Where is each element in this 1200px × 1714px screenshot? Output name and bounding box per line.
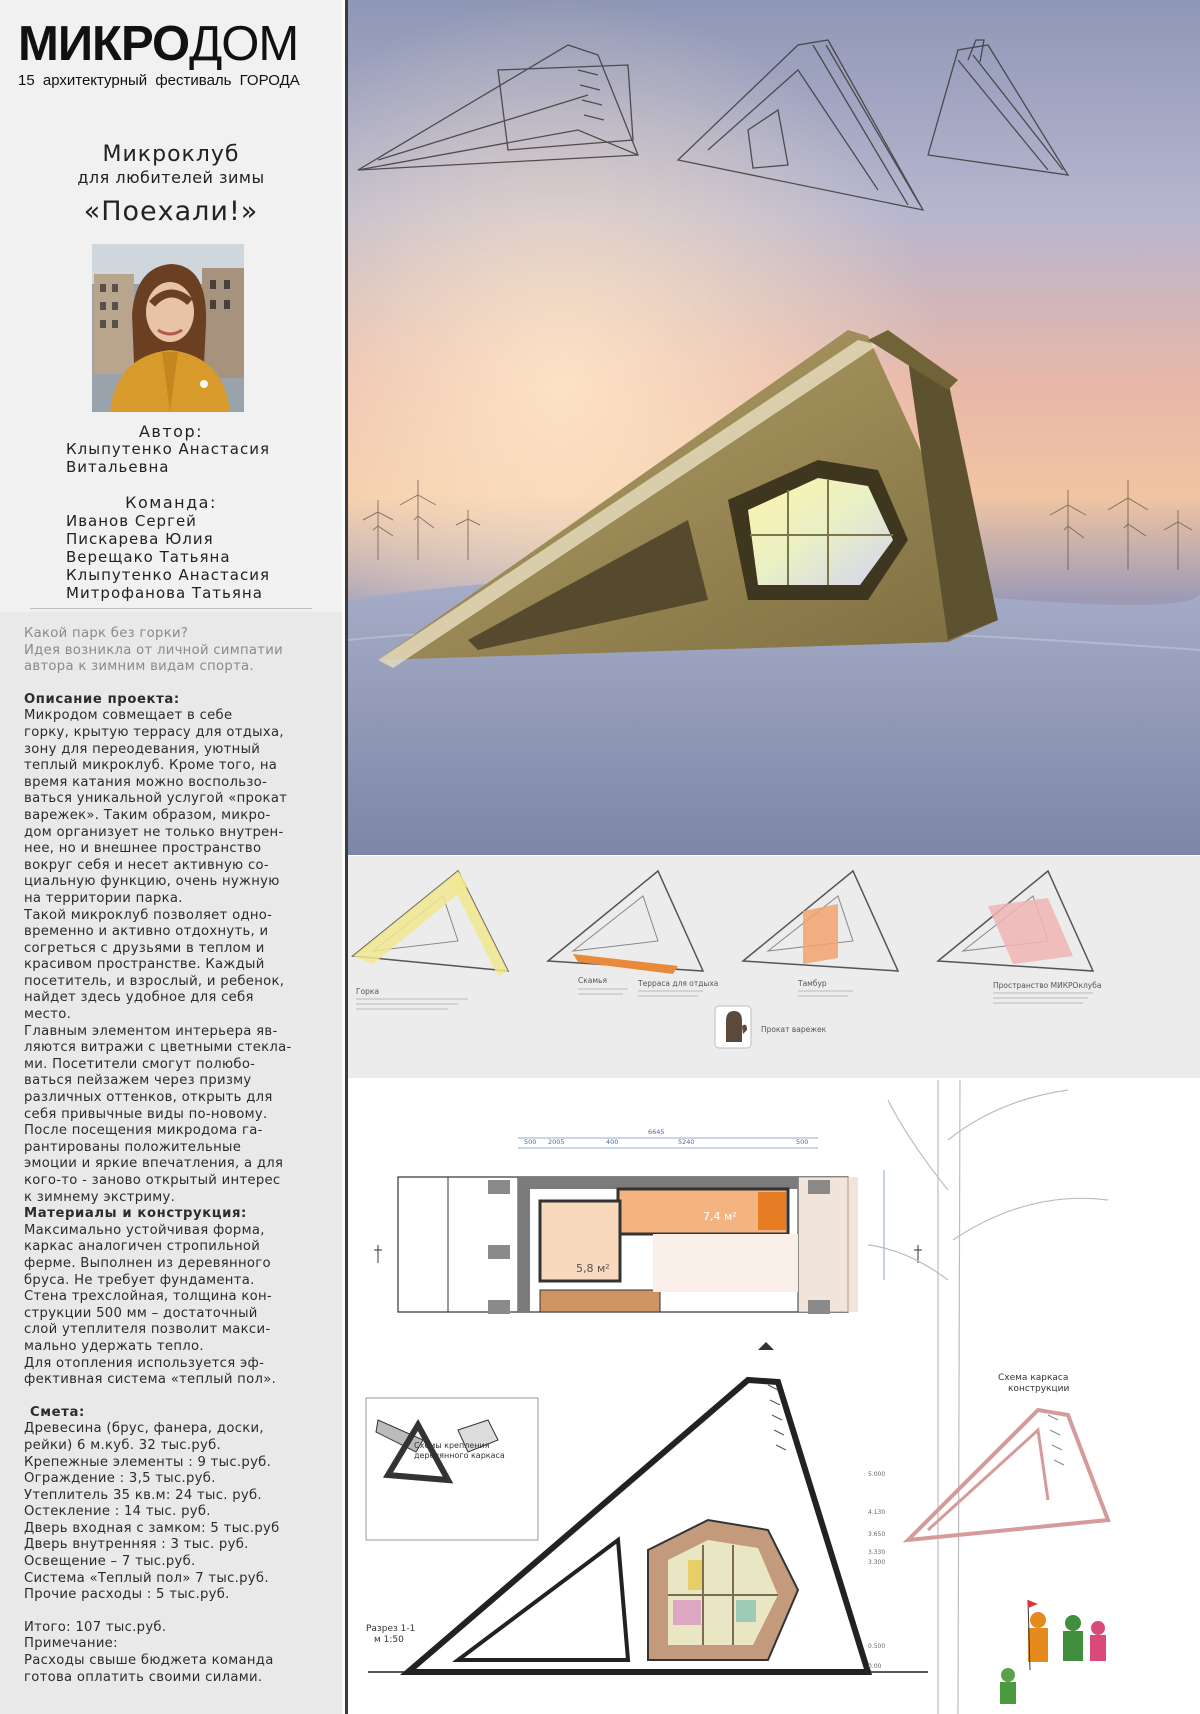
text-line: ляются витражи с цветными стекла- [24,1040,292,1056]
project-title-line1: Микроклуб [102,142,240,167]
scheme-slide [353,871,508,976]
text-line: циальную функцию, очень нужную [24,874,280,890]
text-line: Освещение – 7 тыс.руб. [24,1554,196,1570]
materials-body [24,1223,329,1389]
dim-label: 500 [796,1138,809,1146]
budget-body [24,1421,329,1604]
text-line: Крепежные элементы : 9 тыс.руб. [24,1454,272,1470]
dim-label: 6645 [648,1128,665,1136]
text-line: Дверь внутренняя : 3 тыс. руб. [24,1537,249,1553]
label-mitten-rental: Прокат варежек [761,1025,827,1034]
text-line: Прочие расходы : 5 тыс.руб. [24,1587,230,1603]
level-mark: 5.000 [868,1471,886,1478]
text-line: вокруг себя и несет активную со- [24,857,269,873]
scheme-vestibule [743,871,898,971]
project-title-line3: «Поехали!» [83,196,259,227]
text-line: Древесина (брус, фанера, доски, [24,1421,264,1437]
scheme-bench-terrace [548,871,703,974]
label-terrace: Терраса для отдыха [638,979,719,988]
level-mark: 3.330 [868,1549,886,1556]
description-heading: Описание проекта: [24,691,180,707]
joints-scheme [366,1398,538,1540]
text-line: После посещения микродома га- [24,1123,263,1139]
level-mark: 0.500 [868,1643,886,1650]
text-line: к зимнему экстриму. [24,1189,176,1205]
author-name [66,440,270,476]
text-line: красивом пространстве. Каждый [24,957,265,973]
label-slide: Горка [356,987,380,996]
budget-heading: Смета: [30,1404,85,1420]
festival-subtitle: 15 архитектурный фестиваль ГОРОДА [18,72,300,89]
text-line: каркас аналогичен стропильной [24,1239,261,1255]
brand-light: ДОМ [189,17,299,71]
dim-label: 400 [606,1138,619,1146]
text-line: согреться с друзьями в теплом и [24,940,265,956]
text-line: себя привычные виды по-новому. [24,1106,268,1122]
section-title-line2: м 1:50 [374,1635,404,1645]
floor-plan [374,1128,922,1350]
text-line: Дверь входная с замком: 5 тыс.руб [24,1520,280,1536]
text-line: теплый микроклуб. Кроме того, на [24,758,278,774]
dim-label: 5240 [678,1138,695,1146]
level-mark: 0.00 [868,1663,882,1670]
brand-bold: МИКРО [18,17,190,71]
text-line: различных оттенков, открыть для [24,1090,273,1106]
text-line: Микродом совмещает в себе [24,708,233,724]
team-label: Команда: [125,493,217,512]
author-name-line2: Витальевна [66,458,170,476]
team-member: Пискарева Юлия [66,530,214,548]
team-member: Митрофанова Татьяна [66,584,263,602]
team-list [66,512,270,602]
brand-logo [18,16,298,72]
area-large: 7,4 м² [703,1210,737,1223]
text-line: на территории парка. [24,890,183,906]
text-line: Главным элементом интерьера яв- [24,1023,278,1039]
project-title-line2: для любителей зимы [77,168,265,187]
text-line: время катания можно воспользо- [24,774,268,790]
text-line: ваться уникальной услугой «прокат [24,791,288,807]
zoning-schemes-strip [348,856,1200,1078]
frame-scheme-title-line2: конструкции [1008,1384,1070,1394]
budget-total: Итого: 107 тыс.руб. [24,1619,167,1635]
children-illustration [1000,1600,1106,1704]
team-member: Верещако Татьяна [66,548,231,566]
intro-line: Идея возникла от личной симпатии [24,642,284,658]
text-line: место. [24,1007,72,1023]
text-line: варежек». Таким образом, микро- [24,807,271,823]
area-small: 5,8 м² [576,1262,610,1275]
text-line: дом организует не только внутрен- [24,824,284,840]
note-line: готова оплатить своими силами. [24,1669,263,1685]
intro-line: Какой парк без горки? [24,626,189,641]
label-bench: Скамья [578,976,607,985]
team-member: Клыпутенко Анастасия [66,566,270,584]
author-name-line1: Клыпутенко Анастасия [66,440,270,458]
dim-label: 2005 [548,1138,565,1146]
plan-and-section-drawings [348,1080,1200,1714]
text-line: струкции 500 мм – достаточный [24,1305,258,1321]
text-line: горку, крытую террасу для отдыха, [24,724,284,740]
text-line: Максимально устойчивая форма, [24,1222,265,1238]
joints-title-line1: Схемы крепления [414,1441,490,1450]
spacer [24,676,329,692]
main-render-image [348,0,1200,855]
text-line: Такой микроклуб позволяет одно- [24,907,273,923]
text-line: Утеплитель 35 кв.м: 24 тыс. руб. [24,1487,262,1503]
text-line: посетитель, и взрослый, и ребенок, [24,973,285,989]
text-line: рейки) 6 м.куб. 32 тыс.руб. [24,1437,222,1453]
text-line: ваться пейзажем через призму [24,1073,252,1089]
text-line: ми. Посетители смогут полюбо- [24,1056,256,1072]
text-line: Система «Теплый пол» 7 тыс.руб. [24,1570,269,1586]
team-member: Иванов Сергей [66,512,197,530]
text-line: найдет здесь удобное для себя [24,990,254,1006]
text-line: временно и активно отдохнуть, и [24,924,269,940]
intro-line: автора к зимним видам спорта. [24,659,254,675]
text-line: кого-то - заново открытый интерес [24,1173,281,1188]
text-line: зону для переодевания, уютный [24,741,261,757]
label-vestibule: Тамбур [798,979,827,988]
text-line: Для отопления используется эф- [24,1355,265,1371]
text-line: фективная система «теплый пол». [24,1372,277,1388]
dim-label: 500 [524,1138,537,1146]
materials-heading: Материалы и конструкция: [24,1206,247,1222]
label-club-space: Пространство МИКРОклуба [993,981,1102,990]
spacer [24,1389,329,1405]
description-body [24,708,329,1206]
text-line: Стена трехслойная, толщина кон- [24,1289,272,1305]
text-line: мально удержать тепло. [24,1338,204,1354]
author-portrait [92,244,244,412]
author-label: Автор: [138,422,204,441]
text-line: эмоции и яркие впечатления, а для [24,1156,284,1172]
project-description [24,626,329,1686]
note-line: Расходы свыше бюджета команда [24,1653,274,1669]
spacer [24,1604,329,1620]
joints-title-line2: деревянного каркаса [414,1451,505,1460]
level-mark: 3.650 [868,1531,886,1538]
section-title-line1: Разрез 1-1 [366,1624,416,1634]
level-mark: 4.130 [868,1509,886,1516]
text-line: бруса. Не требует фундамента. [24,1272,255,1288]
level-mark: 3.300 [868,1559,886,1566]
scheme-club [938,871,1093,971]
text-line: нее, но и внешнее пространство [24,841,262,857]
text-line: ферме. Выполнен из деревянного [24,1255,271,1271]
text-line: рантированы положительные [24,1139,242,1155]
sidebar-divider [30,608,312,609]
text-line: слой утеплителя позволит макси- [24,1322,271,1338]
text-line: Ограждение : 3,5 тыс.руб. [24,1471,216,1487]
text-line: Остекление : 14 тыс. руб. [24,1504,211,1520]
mitten-icon [715,1006,751,1048]
frame-scheme-title-line1: Схема каркаса [998,1373,1069,1383]
note-heading: Примечание: [24,1636,118,1652]
